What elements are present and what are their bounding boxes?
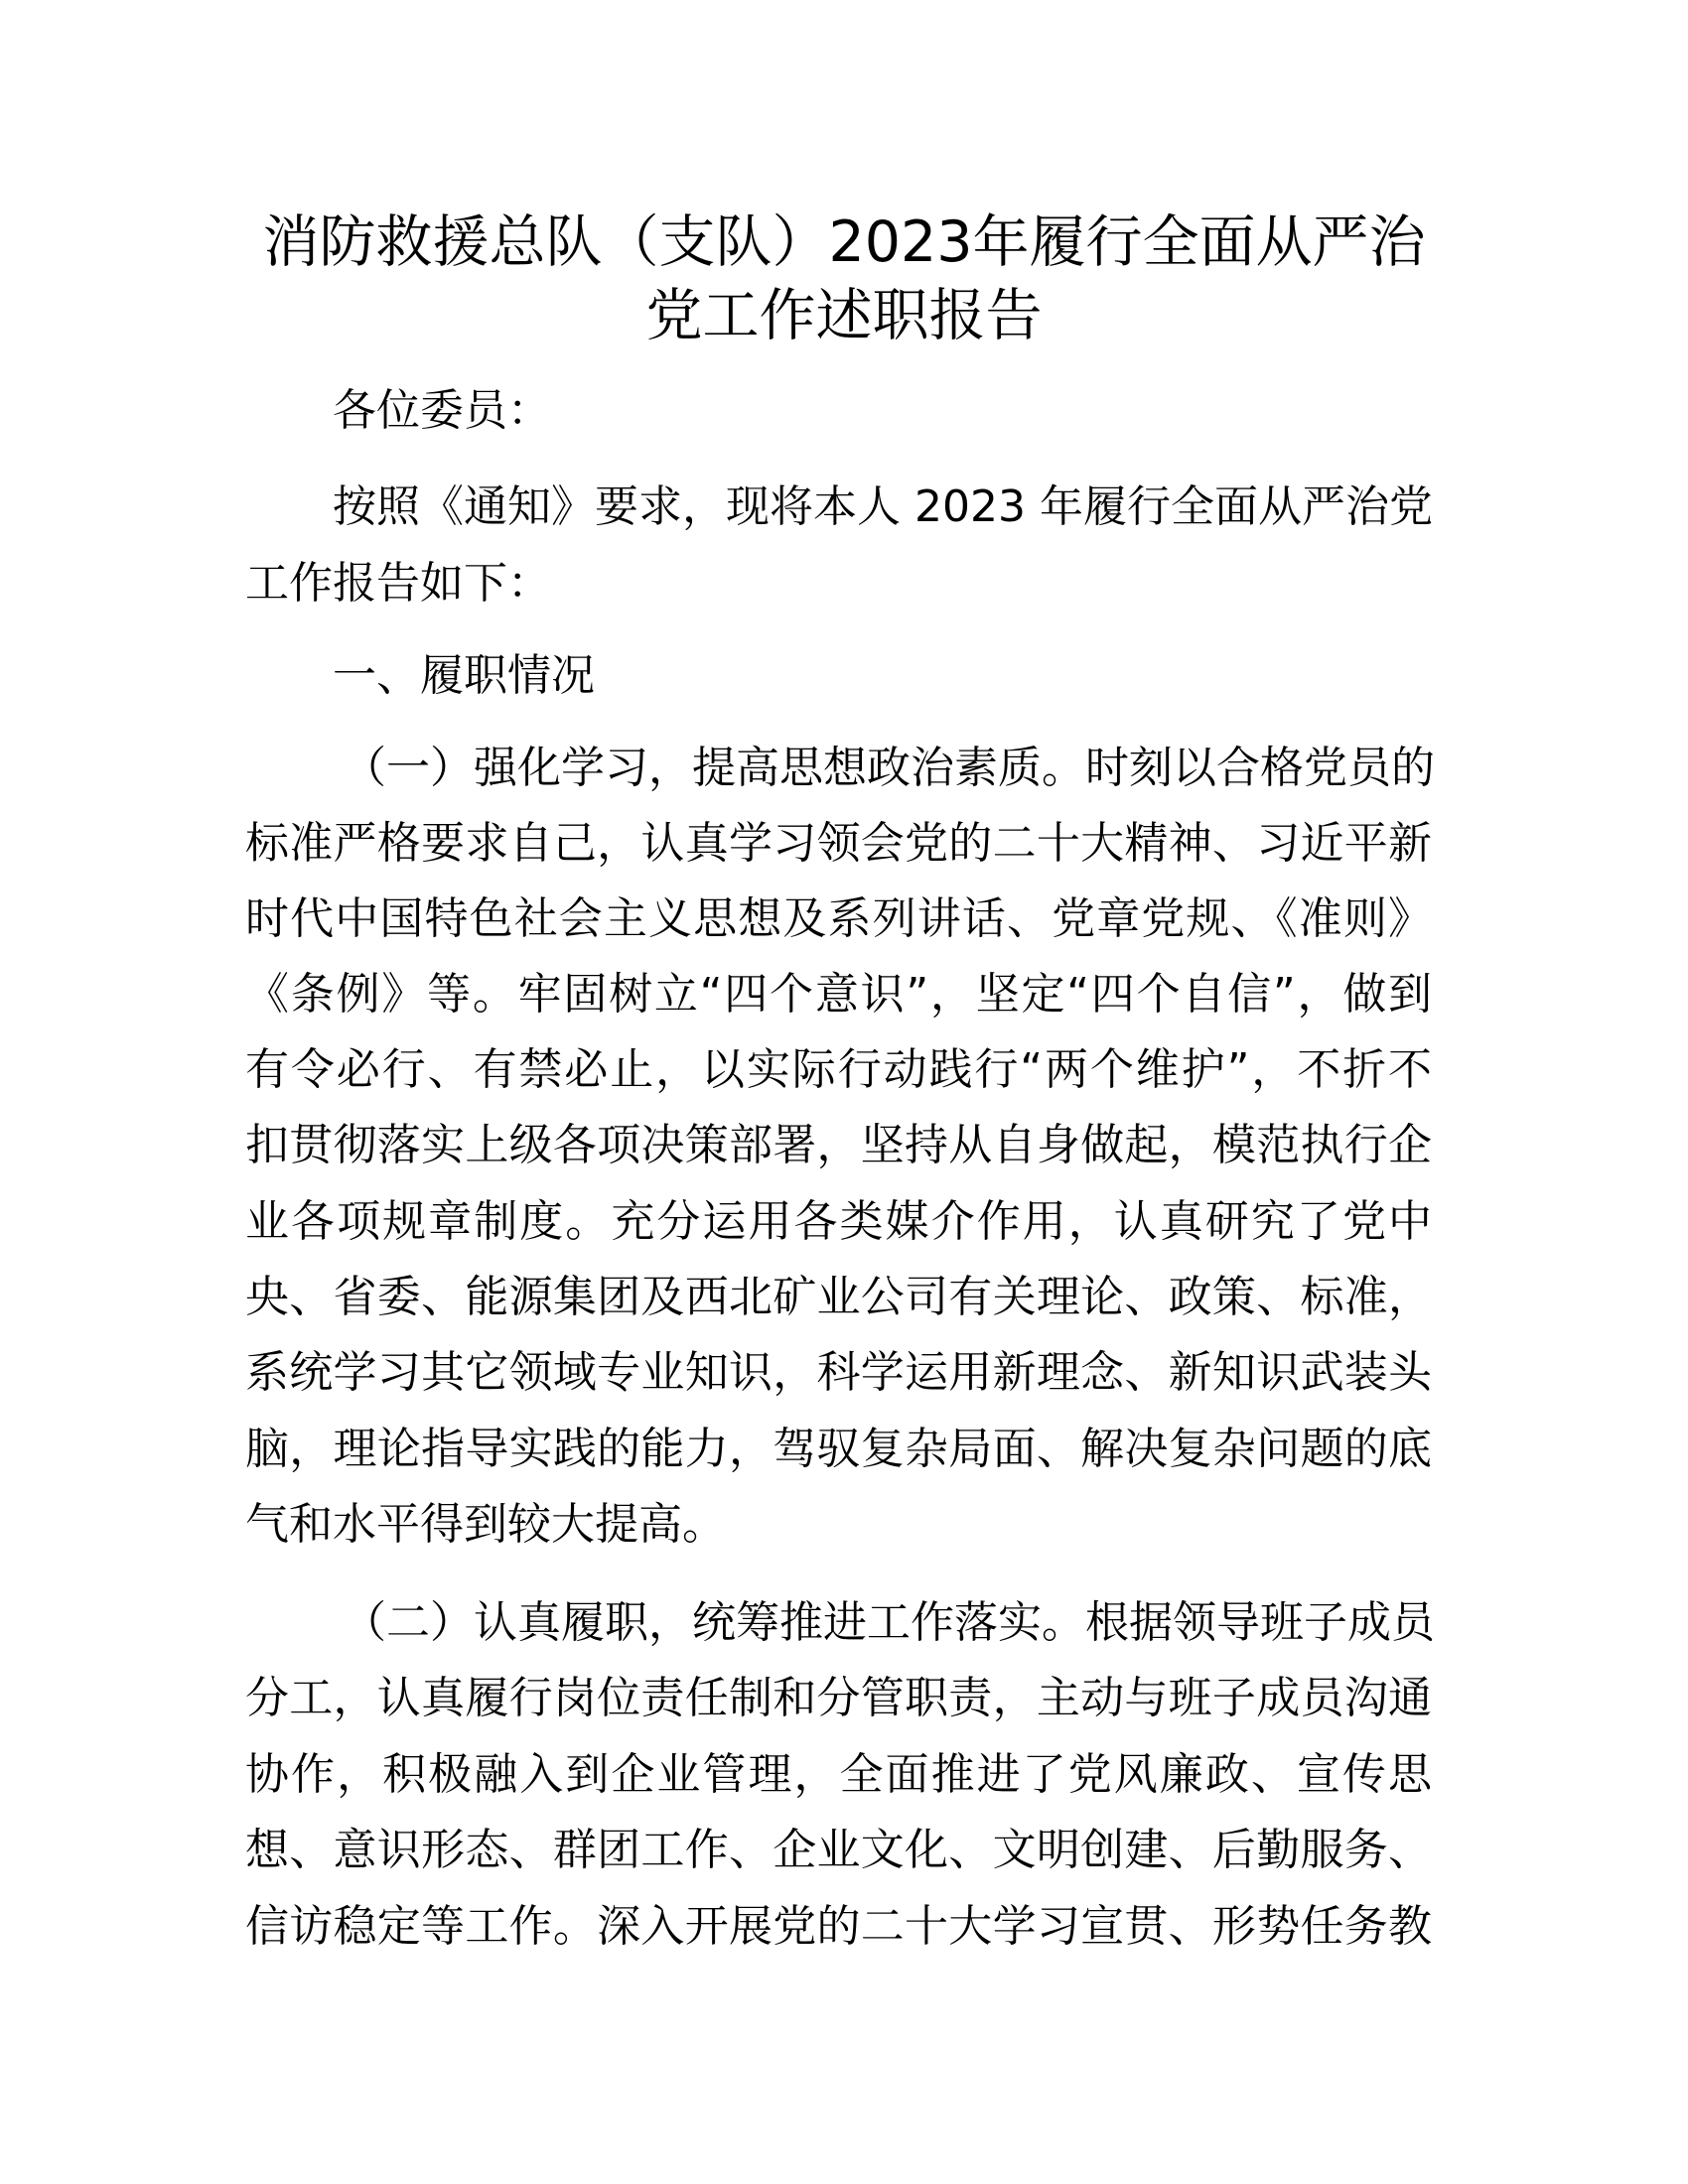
intro-line-1: 按照《通知》要求，现将本人 2023 年履行全面从严治党 (333, 481, 1433, 532)
para-1-line-9: 系统学习其它领域专业知识，科学运用新理念、新知识武装头 (245, 1347, 1432, 1398)
para-1-line-11: 气和水平得到较大提高。 (245, 1499, 726, 1550)
para-1-line-6: 扣贯彻落实上级各项决策部署，坚持从自身做起，模范执行企 (245, 1120, 1432, 1170)
para-1-line-1: （一）强化学习，提高思想政治素质。时刻以合格党员的 (343, 743, 1435, 793)
para-1-line-4: 《条例》等。牢固树立“四个意识”，坚定“四个自信”，做到 (245, 969, 1432, 1020)
para-2-line-2: 分工，认真履行岗位责任制和分管职责，主动与班子成员沟通 (245, 1673, 1432, 1723)
para-1-line-2: 标准严格要求自己，认真学习领会党的二十大精神、习近平新 (245, 818, 1432, 869)
para-1-line-7: 业各项规章制度。充分运用各类媒介作用，认真研究了党中 (245, 1196, 1432, 1247)
para-1-line-5: 有令必行、有禁必止，以实际行动践行“两个维护”，不折不 (245, 1044, 1432, 1095)
para-2-line-4: 想、意识形态、群团工作、企业文化、文明创建、后勤服务、 (245, 1825, 1432, 1875)
document-title-line-2: 党工作述职报告 (645, 283, 1043, 348)
para-1-line-3: 时代中国特色社会主义思想及系列讲话、党章党规、《准则》 (245, 893, 1432, 944)
intro-line-2: 工作报告如下： (245, 558, 551, 609)
document-title-line-1: 消防救援总队（支队）2023年履行全面从严治 (262, 209, 1426, 275)
para-1-line-8: 央、省委、能源集团及西北矿业公司有关理论、政策、标准， (245, 1272, 1432, 1322)
para-2-line-3: 协作，积极融入到企业管理，全面推进了党风廉政、宣传思 (245, 1749, 1432, 1800)
para-2-line-5: 信访稳定等工作。深入开展党的二十大学习宣贯、形势任务教 (245, 1901, 1432, 1952)
section-heading-1: 一、履职情况 (333, 650, 595, 701)
salutation: 各位委员： (333, 385, 551, 436)
para-2-line-1: （二）认真履职，统筹推进工作落实。根据领导班子成员 (343, 1597, 1435, 1648)
para-1-line-10: 脑，理论指导实践的能力，驾驭复杂局面、解决复杂问题的底 (245, 1424, 1432, 1474)
